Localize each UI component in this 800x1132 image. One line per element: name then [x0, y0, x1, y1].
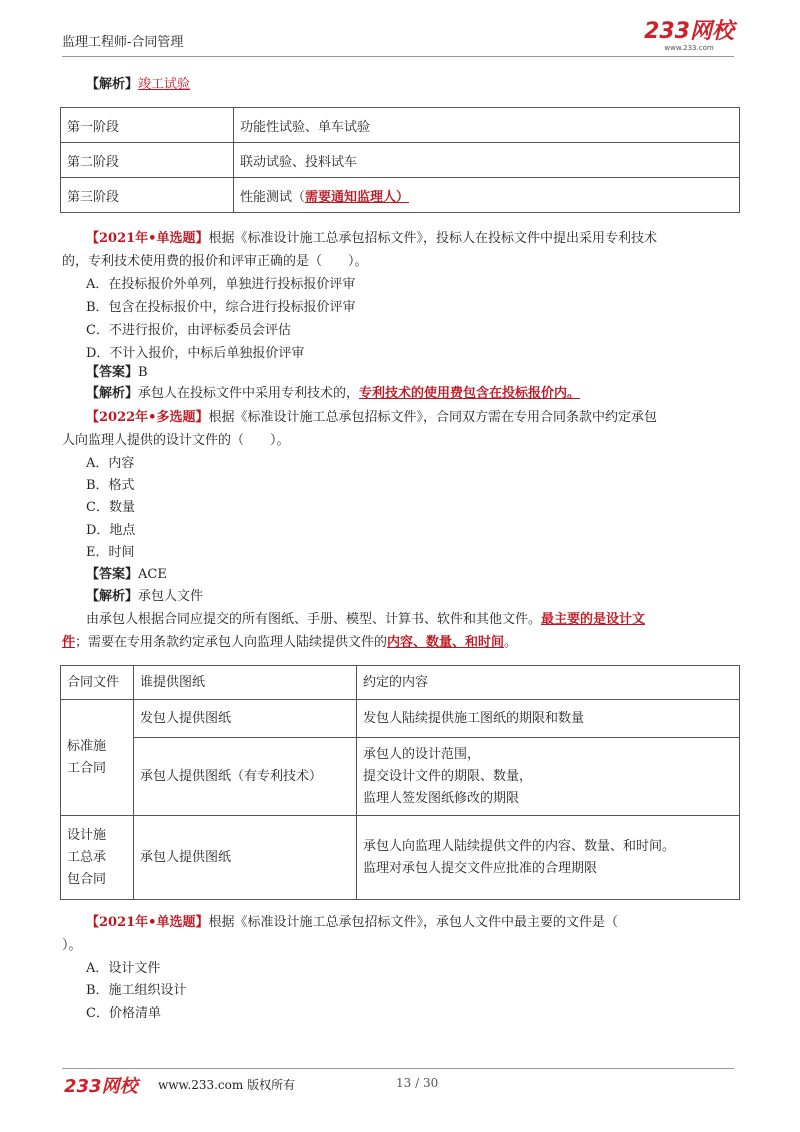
q1-option-d: D．不计入报价，中标后单独报价评审 — [86, 346, 305, 361]
table-header-row — [61, 666, 740, 700]
analysis-label: 【解析】 — [86, 77, 139, 92]
content-cell: 功能性试验、单车试验 — [234, 108, 740, 143]
table-row — [61, 143, 740, 178]
answer-value: ACE — [138, 567, 167, 582]
q1-stem-line2: 的，专利技术使用费的报价和评审正确的是（ ）。 — [62, 254, 368, 269]
answer-label: 【答案】 — [86, 365, 139, 380]
q1-stem-line1 — [86, 228, 762, 250]
q2-answer — [86, 564, 762, 586]
q3-stem-line2: ）。 — [62, 938, 82, 953]
para-highlight: 件 — [62, 635, 76, 650]
agreed-content-cell — [357, 738, 740, 816]
section1-analysis — [86, 74, 762, 96]
table-row — [61, 178, 740, 213]
q1-stem1: 根据《标准设计施工总承包招标文件》，投标人在投标文件中提出采用专利技术 — [208, 231, 658, 246]
stage-cell: 第一阶段 — [61, 108, 234, 143]
header-divider — [62, 56, 734, 57]
header-cell: 谁提供图纸 — [134, 666, 357, 700]
q1-analysis — [86, 383, 762, 405]
para-highlight: 最主要的是设计文 — [541, 612, 646, 627]
provider-cell: 承包人提供图纸（有专利技术） — [134, 738, 357, 816]
contract-name-line: 标准施 — [67, 738, 107, 754]
q2-stem1: 根据《标准设计施工总承包招标文件》，合同双方需在专用合同条款中约定承包 — [208, 410, 658, 425]
q2-para-line2 — [62, 632, 738, 654]
brand-logo — [644, 20, 734, 52]
q2-option-d: D．地点 — [86, 523, 136, 538]
q2-stem-line2: 人向监理人提供的设计文件的（ ）。 — [62, 433, 290, 448]
logo-url: www.233.com — [664, 44, 714, 52]
content-cell: 联动试验、投料试车 — [234, 143, 740, 178]
q3-tag: 【2021年•单选题】 — [86, 915, 209, 930]
contract-name-line: 设计施 — [67, 827, 107, 843]
q2-para-line1 — [86, 609, 762, 631]
q2-option-e: E．时间 — [86, 545, 135, 560]
stage-cell: 第二阶段 — [61, 143, 234, 178]
table-row — [61, 738, 740, 816]
analysis-label: 【解析】 — [86, 589, 139, 604]
content-text: 性能测试（ — [240, 189, 306, 205]
q3-stem1: 根据《标准设计施工总承包招标文件》，承包人文件中最主要的文件是（ — [208, 915, 619, 930]
para-text: ；需要在专用条款约定承包人向监理人陆续提供文件的 — [75, 635, 388, 650]
contract-name-line: 工总承 — [67, 849, 107, 865]
table-row — [61, 816, 740, 900]
logo-text: 233网校 — [644, 19, 734, 44]
footer-logo: 233网校 — [64, 1076, 138, 1097]
q3-option-c: C．价格清单 — [86, 1006, 161, 1021]
analysis-highlight: 专利技术的使用费包含在投标报价内。 — [359, 386, 581, 401]
q2-option-c: C．数量 — [86, 500, 135, 515]
q3-option-b: B．施工组织设计 — [86, 983, 187, 998]
q1-tag: 【2021年•单选题】 — [86, 231, 209, 246]
answer-label: 【答案】 — [86, 567, 139, 582]
q2-stem-line1 — [86, 407, 762, 429]
q3-option-a: A．设计文件 — [86, 961, 161, 976]
q2-option-b: B．格式 — [86, 478, 135, 493]
q1-answer — [86, 362, 762, 384]
content-line: 承包人向监理人陆续提供文件的内容、数量、和时间。 — [363, 838, 676, 854]
provider-cell: 承包人提供图纸 — [134, 816, 357, 900]
contract-file-table — [60, 665, 740, 900]
content-cell — [234, 178, 740, 213]
content-line: 承包人的设计范围， — [363, 746, 481, 762]
footer-divider — [62, 1068, 734, 1069]
agreed-content-cell: 发包人陆续提供施工图纸的期限和数量 — [357, 700, 740, 738]
page-number: 13 / 30 — [396, 1076, 439, 1090]
q2-tag: 【2022年•多选题】 — [86, 410, 209, 425]
para-text: 。 — [504, 635, 518, 650]
q1-option-b: B．包含在投标报价中，综合进行投标报价评审 — [86, 300, 356, 315]
document-header-title: 监理工程师-合同管理 — [62, 35, 184, 50]
content-line: 监理对承包人提交文件应批准的合理期限 — [363, 860, 598, 876]
q3-stem-line1 — [86, 912, 762, 934]
provider-cell: 发包人提供图纸 — [134, 700, 357, 738]
header-cell: 约定的内容 — [357, 666, 740, 700]
table-row — [61, 108, 740, 143]
contract-name-line: 包合同 — [67, 871, 107, 887]
para-highlight: 内容、数量、和时间 — [387, 635, 505, 650]
analysis-text: 承包人在投标文件中采用专利技术的， — [138, 386, 360, 401]
q2-option-a: A．内容 — [86, 456, 135, 471]
para-text: 由承包人根据合同应提交的所有图纸、手册、模型、计算书、软件和其他文件。 — [86, 612, 542, 627]
q1-option-c: C．不进行报价，由评标委员会评估 — [86, 323, 291, 338]
table-row — [61, 700, 740, 738]
analysis-label: 【解析】 — [86, 386, 139, 401]
content-note: 需要通知监理人） — [305, 189, 410, 205]
q1-option-a: A．在投标报价外单列，单独进行投标报价评审 — [86, 277, 356, 292]
header-cell: 合同文件 — [61, 666, 134, 700]
q2-analysis — [86, 586, 762, 608]
stage-cell: 第三阶段 — [61, 178, 234, 213]
answer-value: B — [138, 365, 148, 380]
footer-site: www.233.com 版权所有 — [158, 1078, 296, 1092]
stage-table — [60, 107, 740, 213]
contract-name-cell — [61, 816, 134, 900]
agreed-content-cell — [357, 816, 740, 900]
content-line: 监理人签发图纸修改的期限 — [363, 790, 520, 806]
contract-name-line: 工合同 — [67, 760, 107, 776]
analysis-text: 承包人文件 — [138, 589, 204, 604]
analysis-highlight: 竣工试验 — [138, 77, 191, 92]
contract-name-cell — [61, 700, 134, 816]
content-line: 提交设计文件的期限、数量， — [363, 768, 533, 784]
